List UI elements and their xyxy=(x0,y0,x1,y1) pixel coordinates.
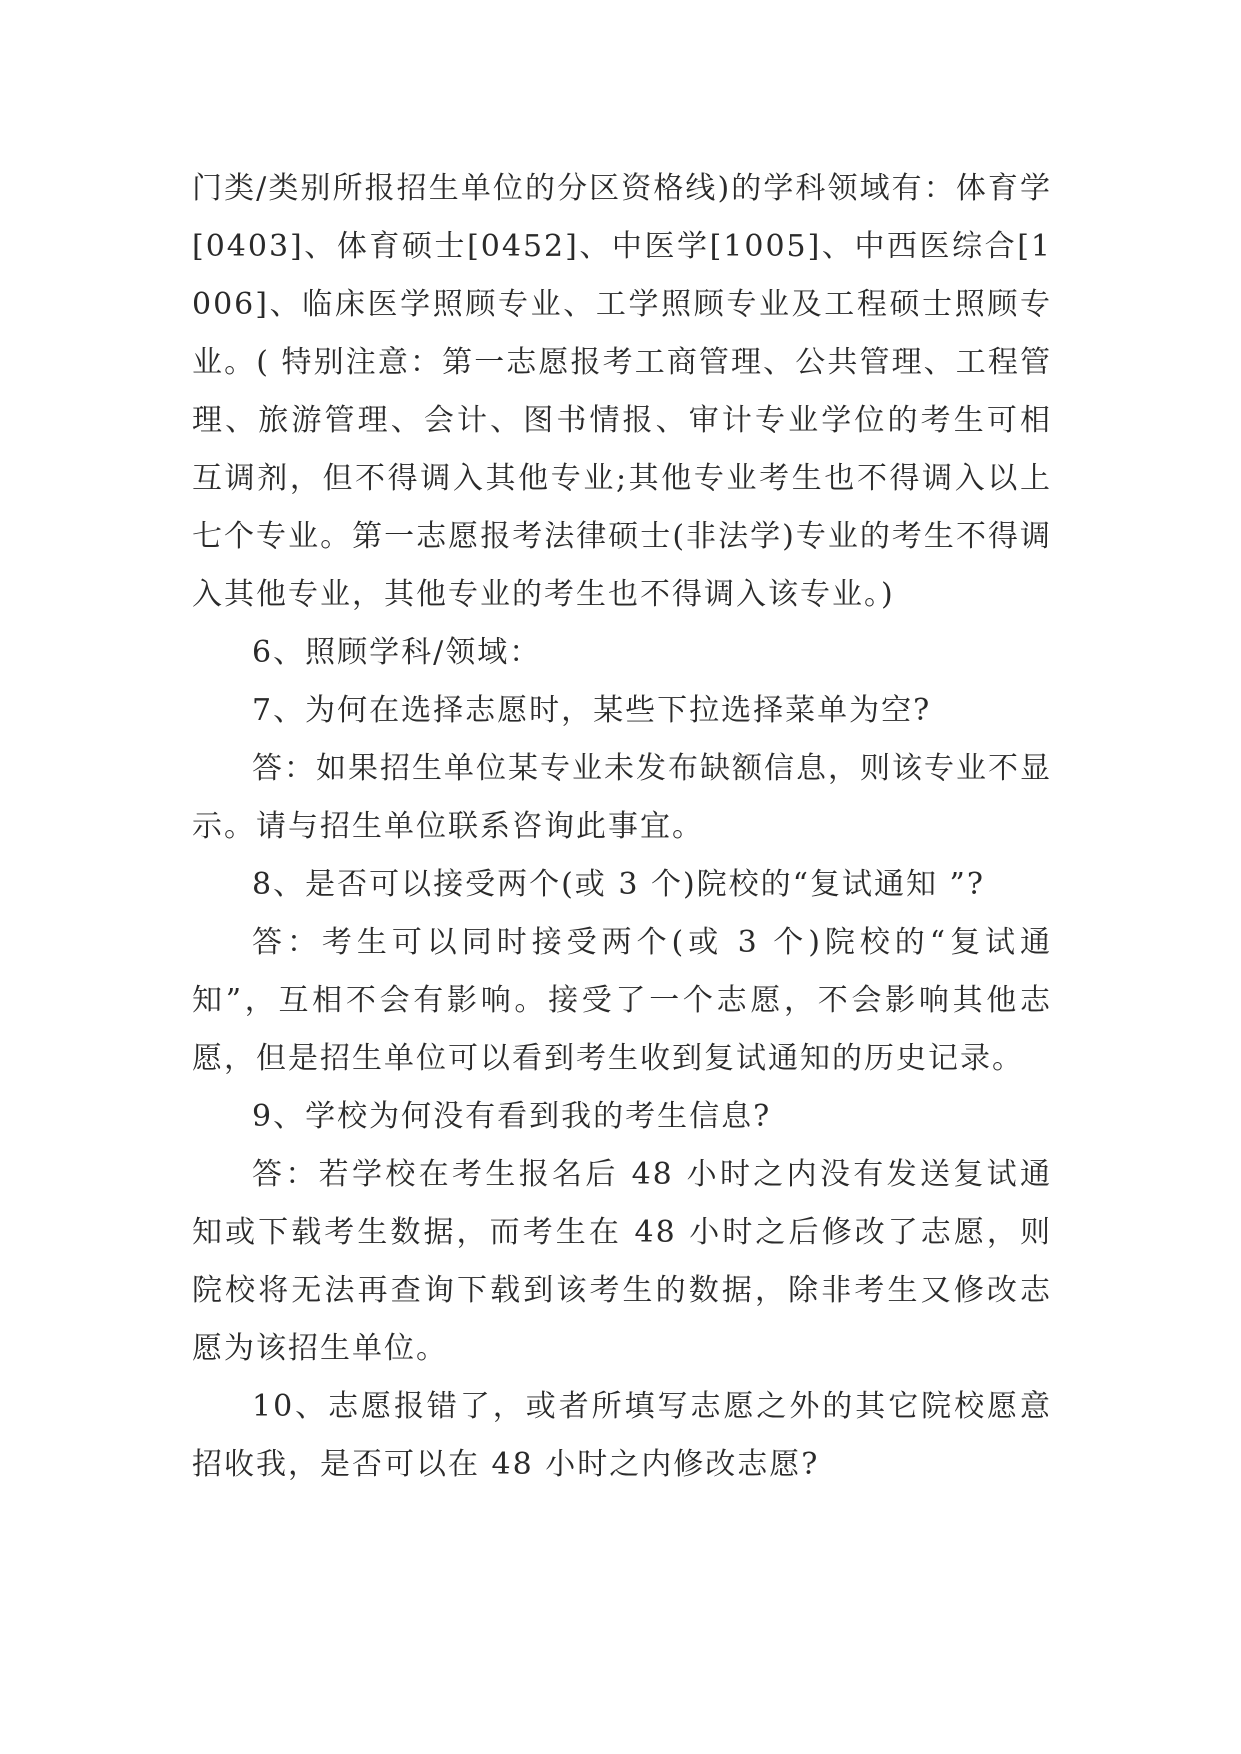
document-body xyxy=(192,160,1052,1494)
answer-7: 答：如果招生单位某专业未发布缺额信息，则该专业不显示。请与招生单位联系咨询此事宜。 xyxy=(192,751,1052,844)
question-6-heading: 6、照顾学科/领域： xyxy=(252,635,542,670)
question-7: 7、为何在选择志愿时，某些下拉选择菜单为空? xyxy=(252,693,932,728)
answer-9: 答：若学校在考生报名后 48 小时之内没有发送复试通知或下载考生数据，而考生在 48 小时之后修改了志愿，则院校将无法再查询下载到该考生的数据，除非考生又修改志愿为该招生单位。 xyxy=(192,1157,1052,1366)
paragraph-continuation: 门类/类别所报招生单位的分区资格线)的学科领域有：体育学[0403]、体育硕士[0452]、中医学[1005]、中西医综合[1006]、临床医学照顾专业、工学照顾专业及工程硕士照顾专业。( 特别注意：第一志愿报考工商管理、公共管理、工程管理、旅游管理、会计、图书情报、审计专业学位的考生可相互调剂，但不得调入其他专业;其他专业考生也不得调入以上七个专业。第一志愿报考法律硕士(非法学)专业的考生不得调入其他专业，其他专业的考生也不得调入该专业。) xyxy=(192,171,1052,612)
question-9: 9、学校为何没有看到我的考生信息? xyxy=(252,1099,772,1134)
question-8: 8、是否可以接受两个(或 3 个)院校的“复试通知 ”? xyxy=(252,867,985,902)
question-10: 10、志愿报错了，或者所填写志愿之外的其它院校愿意招收我，是否可以在 48 小时之内修改志愿? xyxy=(192,1389,1052,1482)
answer-8: 答：考生可以同时接受两个(或 3 个)院校的“复试通知”，互相不会有影响。接受了一个志愿，不会影响其他志愿，但是招生单位可以看到考生收到复试通知的历史记录。 xyxy=(192,925,1052,1076)
